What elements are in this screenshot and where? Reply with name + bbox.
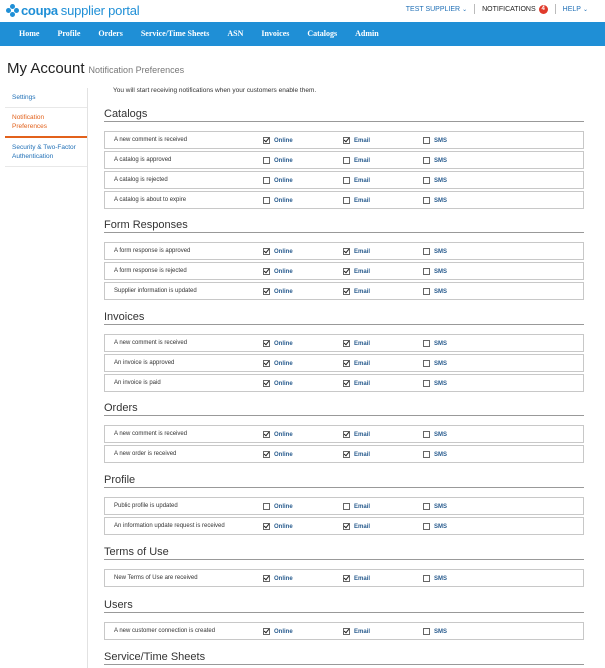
sms-label: SMS bbox=[434, 340, 448, 347]
preference-label: A new order is received bbox=[114, 451, 177, 457]
email-checkbox[interactable] bbox=[343, 340, 350, 347]
preference-row bbox=[104, 425, 584, 443]
section-title-profile: Profile bbox=[104, 474, 584, 488]
sms-checkbox[interactable] bbox=[423, 523, 430, 530]
top-header bbox=[0, 0, 605, 22]
email-option[interactable] bbox=[343, 177, 370, 184]
email-option[interactable] bbox=[343, 268, 370, 275]
sms-option[interactable] bbox=[423, 628, 447, 635]
help-menu[interactable] bbox=[556, 6, 595, 13]
page-title bbox=[7, 60, 184, 77]
online-option[interactable] bbox=[263, 380, 293, 387]
sms-checkbox[interactable] bbox=[423, 451, 430, 458]
sms-label: SMS bbox=[434, 177, 448, 184]
sms-label: SMS bbox=[434, 503, 448, 510]
email-label: Email bbox=[354, 523, 371, 530]
preference-label: A catalog is rejected bbox=[114, 177, 168, 183]
online-option[interactable] bbox=[263, 503, 293, 510]
sms-option[interactable] bbox=[423, 575, 447, 582]
online-option[interactable] bbox=[263, 157, 293, 164]
email-checkbox[interactable] bbox=[343, 523, 350, 530]
email-checkbox[interactable] bbox=[343, 268, 350, 275]
preference-row bbox=[104, 242, 584, 260]
email-label: Email bbox=[354, 268, 371, 275]
email-option[interactable] bbox=[343, 340, 370, 347]
online-label: Online bbox=[274, 177, 293, 184]
email-option[interactable] bbox=[343, 380, 370, 387]
online-option[interactable] bbox=[263, 431, 293, 438]
sms-option[interactable] bbox=[423, 137, 447, 144]
nav-orders[interactable]: Orders bbox=[98, 29, 123, 38]
online-option[interactable] bbox=[263, 575, 293, 582]
email-checkbox[interactable] bbox=[343, 157, 350, 164]
online-option[interactable] bbox=[263, 137, 293, 144]
chevron-down-icon: ⌄ bbox=[582, 6, 588, 13]
online-label: Online bbox=[274, 288, 293, 295]
preference-row bbox=[104, 191, 584, 209]
online-label: Online bbox=[274, 451, 293, 458]
preference-label: New Terms of Use are received bbox=[114, 575, 198, 581]
sms-label: SMS bbox=[434, 360, 448, 367]
preference-label: An invoice is paid bbox=[114, 380, 161, 386]
online-checkbox[interactable] bbox=[263, 628, 270, 635]
email-checkbox[interactable] bbox=[343, 177, 350, 184]
email-label: Email bbox=[354, 288, 371, 295]
online-option[interactable] bbox=[263, 451, 293, 458]
online-option[interactable] bbox=[263, 523, 293, 530]
notifications-label: NOTIFICATIONS bbox=[482, 5, 536, 13]
email-label: Email bbox=[354, 503, 371, 510]
online-checkbox[interactable] bbox=[263, 340, 270, 347]
sidebar-item-security[interactable]: Security & Two-Factor Authentication bbox=[5, 138, 87, 167]
email-option[interactable] bbox=[343, 503, 370, 510]
sms-checkbox[interactable] bbox=[423, 248, 430, 255]
online-label: Online bbox=[274, 157, 293, 164]
preference-label: Supplier information is updated bbox=[114, 288, 197, 294]
online-option[interactable] bbox=[263, 177, 293, 184]
online-checkbox[interactable] bbox=[263, 380, 270, 387]
sms-label: SMS bbox=[434, 288, 448, 295]
email-option[interactable] bbox=[343, 523, 370, 530]
preference-row bbox=[104, 497, 584, 515]
sms-checkbox[interactable] bbox=[423, 380, 430, 387]
sms-label: SMS bbox=[434, 628, 448, 635]
sms-checkbox[interactable] bbox=[423, 340, 430, 347]
email-option[interactable] bbox=[343, 431, 370, 438]
logo-product: supplier portal bbox=[60, 2, 140, 18]
online-checkbox[interactable] bbox=[263, 248, 270, 255]
online-checkbox[interactable] bbox=[263, 157, 270, 164]
sms-option[interactable] bbox=[423, 360, 447, 367]
preference-row bbox=[104, 569, 584, 587]
email-checkbox[interactable] bbox=[343, 248, 350, 255]
email-checkbox[interactable] bbox=[343, 380, 350, 387]
online-checkbox[interactable] bbox=[263, 177, 270, 184]
sms-label: SMS bbox=[434, 380, 448, 387]
sms-checkbox[interactable] bbox=[423, 157, 430, 164]
online-checkbox[interactable] bbox=[263, 575, 270, 582]
online-checkbox[interactable] bbox=[263, 360, 270, 367]
sms-label: SMS bbox=[434, 197, 448, 204]
email-option[interactable] bbox=[343, 360, 370, 367]
sms-option[interactable] bbox=[423, 340, 447, 347]
sms-checkbox[interactable] bbox=[423, 575, 430, 582]
online-option[interactable] bbox=[263, 268, 293, 275]
preference-row bbox=[104, 282, 584, 300]
sms-option[interactable] bbox=[423, 451, 447, 458]
top-links bbox=[399, 2, 595, 16]
sms-checkbox[interactable] bbox=[423, 431, 430, 438]
sms-option[interactable] bbox=[423, 523, 447, 530]
sms-option[interactable] bbox=[423, 248, 447, 255]
preference-label: An invoice is approved bbox=[114, 360, 175, 366]
online-option[interactable] bbox=[263, 360, 293, 367]
preference-label: A new comment is received bbox=[114, 340, 188, 346]
chevron-down-icon: ⌄ bbox=[462, 6, 468, 13]
preference-row bbox=[104, 517, 584, 535]
email-label: Email bbox=[354, 197, 371, 204]
email-checkbox[interactable] bbox=[343, 197, 350, 204]
preference-label: A form response is rejected bbox=[114, 268, 187, 274]
sms-checkbox[interactable] bbox=[423, 137, 430, 144]
online-checkbox[interactable] bbox=[263, 268, 270, 275]
sms-label: SMS bbox=[434, 248, 448, 255]
sms-option[interactable] bbox=[423, 157, 447, 164]
email-option[interactable] bbox=[343, 575, 370, 582]
email-option[interactable] bbox=[343, 451, 370, 458]
email-checkbox[interactable] bbox=[343, 431, 350, 438]
sms-label: SMS bbox=[434, 575, 448, 582]
nav-catalogs[interactable]: Catalogs bbox=[307, 29, 338, 38]
sms-checkbox[interactable] bbox=[423, 628, 430, 635]
preference-row bbox=[104, 354, 584, 372]
nav-home[interactable]: Home bbox=[19, 29, 40, 38]
email-label: Email bbox=[354, 575, 371, 582]
email-label: Email bbox=[354, 431, 371, 438]
preference-label: An information update request is received bbox=[114, 523, 225, 529]
online-checkbox[interactable] bbox=[263, 523, 270, 530]
preference-row bbox=[104, 262, 584, 280]
online-label: Online bbox=[274, 575, 293, 582]
email-option[interactable] bbox=[343, 197, 370, 204]
sms-option[interactable] bbox=[423, 268, 447, 275]
sms-checkbox[interactable] bbox=[423, 360, 430, 367]
page-title-main: My Account bbox=[7, 60, 85, 77]
sms-option[interactable] bbox=[423, 431, 447, 438]
preference-label: A new comment is received bbox=[114, 431, 188, 437]
sms-checkbox[interactable] bbox=[423, 503, 430, 510]
online-label: Online bbox=[274, 340, 293, 347]
nav-service-time-sheets[interactable]: Service/Time Sheets bbox=[140, 29, 210, 38]
email-label: Email bbox=[354, 137, 371, 144]
sms-option[interactable] bbox=[423, 380, 447, 387]
sms-checkbox[interactable] bbox=[423, 177, 430, 184]
preference-label: Public profile is updated bbox=[114, 503, 178, 509]
preference-label: A catalog is approved bbox=[114, 157, 172, 163]
online-option[interactable] bbox=[263, 197, 293, 204]
sms-label: SMS bbox=[434, 137, 448, 144]
online-label: Online bbox=[274, 523, 293, 530]
online-label: Online bbox=[274, 137, 293, 144]
email-label: Email bbox=[354, 340, 371, 347]
email-label: Email bbox=[354, 451, 371, 458]
coupa-logo-icon bbox=[6, 4, 19, 17]
sms-label: SMS bbox=[434, 451, 448, 458]
sms-option[interactable] bbox=[423, 177, 447, 184]
logo-brand: coupa bbox=[21, 2, 58, 18]
email-checkbox[interactable] bbox=[343, 288, 350, 295]
sms-checkbox[interactable] bbox=[423, 288, 430, 295]
preference-row bbox=[104, 374, 584, 392]
sms-option[interactable] bbox=[423, 503, 447, 510]
preference-row bbox=[104, 445, 584, 463]
sidebar-item-notification-preferences[interactable]: Notification Preferences bbox=[5, 108, 87, 138]
section-title-form-responses: Form Responses bbox=[104, 219, 584, 233]
online-label: Online bbox=[274, 380, 293, 387]
section-title-orders: Orders bbox=[104, 402, 584, 416]
preference-label: A catalog is about to expire bbox=[114, 197, 187, 203]
sms-label: SMS bbox=[434, 523, 448, 530]
email-label: Email bbox=[354, 177, 371, 184]
section-title-service-time-sheets: Service/Time Sheets bbox=[104, 651, 584, 665]
preference-label: A new customer connection is created bbox=[114, 628, 216, 634]
email-option[interactable] bbox=[343, 288, 370, 295]
preference-row bbox=[104, 131, 584, 149]
sms-label: SMS bbox=[434, 268, 448, 275]
supplier-name: TEST SUPPLIER bbox=[405, 5, 461, 13]
sms-option[interactable] bbox=[423, 197, 447, 204]
online-checkbox[interactable] bbox=[263, 288, 270, 295]
online-option[interactable] bbox=[263, 288, 293, 295]
preference-row bbox=[104, 622, 584, 640]
page-subtitle: Notification Preferences bbox=[88, 65, 185, 75]
nav-profile[interactable]: Profile bbox=[57, 29, 81, 38]
online-label: Online bbox=[274, 248, 293, 255]
main-nav bbox=[0, 22, 605, 46]
online-checkbox[interactable] bbox=[263, 503, 270, 510]
preference-row bbox=[104, 334, 584, 352]
online-label: Online bbox=[274, 197, 293, 204]
coupa-logo[interactable] bbox=[6, 2, 139, 18]
preference-label: A form response is approved bbox=[114, 248, 191, 254]
online-option[interactable] bbox=[263, 248, 293, 255]
preference-label: A new comment is received bbox=[114, 137, 188, 143]
email-checkbox[interactable] bbox=[343, 451, 350, 458]
sms-checkbox[interactable] bbox=[423, 197, 430, 204]
section-title-users: Users bbox=[104, 599, 584, 613]
email-label: Email bbox=[354, 248, 371, 255]
online-label: Online bbox=[274, 431, 293, 438]
online-checkbox[interactable] bbox=[263, 431, 270, 438]
supplier-menu[interactable] bbox=[399, 6, 474, 13]
nav-invoices[interactable]: Invoices bbox=[261, 29, 290, 38]
notifications-link[interactable] bbox=[475, 5, 555, 14]
nav-admin[interactable]: Admin bbox=[355, 29, 379, 38]
account-sidebar bbox=[5, 88, 88, 668]
online-label: Online bbox=[274, 503, 293, 510]
online-label: Online bbox=[274, 628, 293, 635]
email-label: Email bbox=[354, 157, 371, 164]
email-label: Email bbox=[354, 360, 371, 367]
email-checkbox[interactable] bbox=[343, 360, 350, 367]
online-option[interactable] bbox=[263, 340, 293, 347]
sms-option[interactable] bbox=[423, 288, 447, 295]
email-option[interactable] bbox=[343, 157, 370, 164]
preference-row bbox=[104, 171, 584, 189]
online-option[interactable] bbox=[263, 628, 293, 635]
section-title-catalogs: Catalogs bbox=[104, 108, 584, 122]
help-label: HELP bbox=[562, 5, 581, 13]
sms-label: SMS bbox=[434, 431, 448, 438]
email-option[interactable] bbox=[343, 248, 370, 255]
nav-asn[interactable]: ASN bbox=[227, 29, 244, 38]
email-checkbox[interactable] bbox=[343, 137, 350, 144]
email-checkbox[interactable] bbox=[343, 628, 350, 635]
email-label: Email bbox=[354, 380, 371, 387]
preference-row bbox=[104, 151, 584, 169]
online-checkbox[interactable] bbox=[263, 451, 270, 458]
sms-checkbox[interactable] bbox=[423, 268, 430, 275]
email-checkbox[interactable] bbox=[343, 575, 350, 582]
online-label: Online bbox=[274, 268, 293, 275]
email-option[interactable] bbox=[343, 137, 370, 144]
sms-label: SMS bbox=[434, 157, 448, 164]
intro-text: You will start receiving notifications when your customers enable them. bbox=[113, 87, 317, 94]
sidebar-item-settings[interactable]: Settings bbox=[5, 88, 87, 108]
online-label: Online bbox=[274, 360, 293, 367]
email-checkbox[interactable] bbox=[343, 503, 350, 510]
email-option[interactable] bbox=[343, 628, 370, 635]
section-title-terms-of-use: Terms of Use bbox=[104, 546, 584, 560]
email-label: Email bbox=[354, 628, 371, 635]
notification-count-badge: 4 bbox=[539, 5, 548, 14]
section-title-invoices: Invoices bbox=[104, 311, 584, 325]
online-checkbox[interactable] bbox=[263, 197, 270, 204]
online-checkbox[interactable] bbox=[263, 137, 270, 144]
